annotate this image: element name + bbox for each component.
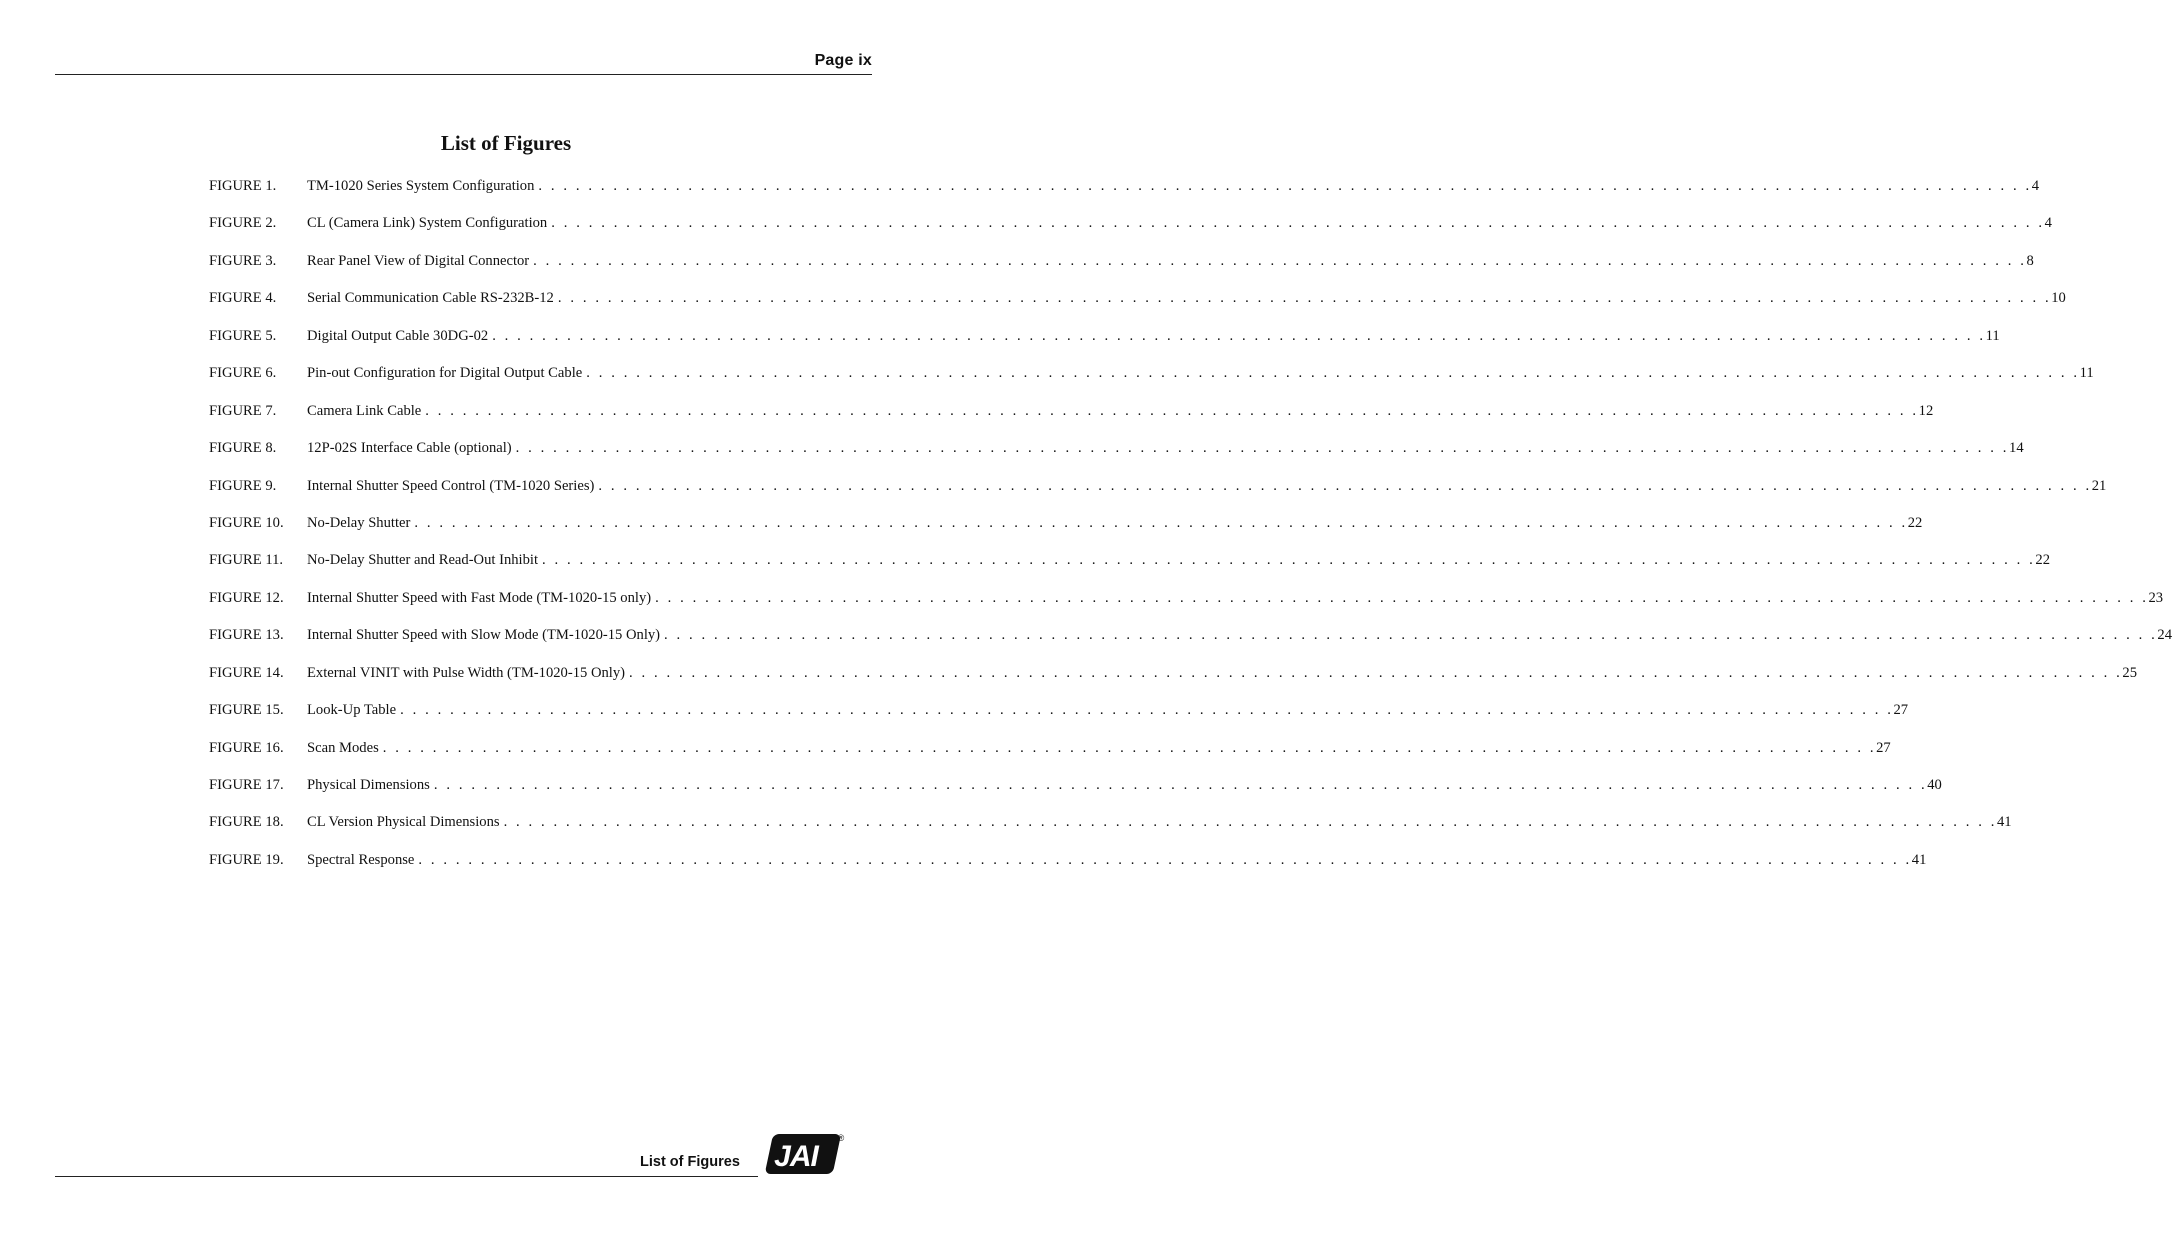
dot-leader: . . . . . . . . . . . . . . . . . . . . . . . . . . . . . . . . . . . . . . . . . . . . . . . . . . . . . . . . . . . . . . . . . . . . . . . . . . . . . . . . . . . . . . . . . . . . . . . . . . . . . . . . . . . . . . . . . . . . . . . . [664, 627, 2158, 644]
figure-title: Spectral Response [307, 851, 415, 868]
figure-title: Digital Output Cable 30DG-02 [307, 327, 489, 344]
figure-page-number: 4 [2031, 178, 2040, 194]
figure-number: FIGURE 6. [209, 365, 277, 382]
figure-page-number: 4 [2044, 215, 2052, 232]
figure-number: FIGURE 11. [209, 552, 284, 569]
figure-entry[interactable] [209, 851, 1927, 889]
dot-leader: . . . . . . . . . . . . . . . . . . . . . . . . . . . . . . . . . . . . . . . . . . . . . . . . . . . . . . . . . . . . . . . . . . . . . . . . . . . . . . . . . . . . . . . . . . . . . . . . . . . . . . . . . . . . . . . . . . . . . . . . [400, 702, 1894, 719]
figure-page-number: 21 [2091, 477, 2107, 494]
figure-title: CL (Camera Link) System Configuration [307, 215, 548, 232]
figure-number: FIGURE 1. [209, 178, 277, 194]
figure-title: External VINIT with Pulse Width (TM-1020-15 Only) [307, 664, 626, 681]
registered-mark: ® [837, 1133, 845, 1143]
figure-title: TM-1020 Series System Configuration [307, 178, 535, 194]
dot-leader: . . . . . . . . . . . . . . . . . . . . . . . . . . . . . . . . . . . . . . . . . . . . . . . . . . . . . . . . . . . . . . . . . . . . . . . . . . . . . . . . . . . . . . . . . . . . . . . . . . . . . . . . . . . . . . . . . . . . . . . . [629, 664, 2123, 681]
figure-entry[interactable] [209, 814, 2012, 851]
figure-number: FIGURE 14. [209, 664, 284, 681]
figure-title: Rear Panel View of Digital Connector [307, 252, 530, 269]
figure-title: Pin-out Configuration for Digital Output Cable [307, 365, 583, 382]
figure-entry[interactable] [209, 290, 2066, 327]
figure-page-number: 22 [1907, 514, 1923, 531]
figure-page-number: 12 [1918, 402, 1934, 419]
dot-leader: . . . . . . . . . . . . . . . . . . . . . . . . . . . . . . . . . . . . . . . . . . . . . . . . . . . . . . . . . . . . . . . . . . . . . . . . . . . . . . . . . . . . . . . . . . . . . . . . . . . . . . . . . . . . . . . . . . . . . . . . [418, 851, 1912, 868]
figure-page-number: 23 [2148, 589, 2164, 606]
dot-leader: . . . . . . . . . . . . . . . . . . . . . . . . . . . . . . . . . . . . . . . . . . . . . . . . . . . . . . . . . . . . . . . . . . . . . . . . . . . . . . . . . . . . . . . . . . . . . . . . . . . . . . . . . . . . . . . . . . . . . . . . [492, 327, 1986, 344]
figure-entry[interactable] [209, 327, 2000, 365]
figure-title: Look-Up Table [307, 702, 397, 719]
figure-page-number: 25 [2122, 664, 2137, 681]
figure-page-number: 27 [1893, 702, 1909, 719]
dot-leader: . . . . . . . . . . . . . . . . . . . . . . . . . . . . . . . . . . . . . . . . . . . . . . . . . . . . . . . . . . . . . . . . . . . . . . . . . . . . . . . . . . . . . . . . . . . . . . . . . . . . . . . . . . . . . . . . . . . . . . . . [503, 814, 1997, 831]
figure-number: FIGURE 10. [209, 514, 284, 531]
figure-entry[interactable] [209, 589, 2164, 627]
figure-title: No-Delay Shutter and Read-Out Inhibit [307, 552, 539, 569]
figure-entry[interactable] [209, 440, 2024, 477]
figure-number: FIGURE 8. [209, 440, 277, 457]
jai-logo [762, 1130, 846, 1180]
logo-text: JAI [774, 1140, 818, 1173]
figure-page-number: 41 [1996, 814, 2012, 831]
dot-leader: . . . . . . . . . . . . . . . . . . . . . . . . . . . . . . . . . . . . . . . . . . . . . . . . . . . . . . . . . . . . . . . . . . . . . . . . . . . . . . . . . . . . . . . . . . . . . . . . . . . . . . . . . . . . . . . . . . . . . . . . [414, 514, 1908, 531]
figure-page-number: 8 [2026, 252, 2034, 269]
page-title: List of Figures [440, 131, 572, 155]
figure-number: FIGURE 7. [209, 402, 277, 419]
figure-entry[interactable] [209, 215, 2052, 252]
figure-entry[interactable] [209, 402, 1934, 440]
figure-number: FIGURE 15. [209, 702, 284, 719]
dot-leader: . . . . . . . . . . . . . . . . . . . . . . . . . . . . . . . . . . . . . . . . . . . . . . . . . . . . . . . . . . . . . . . . . . . . . . . . . . . . . . . . . . . . . . . . . . . . . . . . . . . . . . . . . . . . . . . . . . . . . . . . [598, 477, 2092, 494]
figure-number: FIGURE 17. [209, 777, 284, 793]
figure-title: 12P-02S Interface Cable (optional) [307, 440, 512, 457]
dot-leader: . . . . . . . . . . . . . . . . . . . . . . . . . . . . . . . . . . . . . . . . . . . . . . . . . . . . . . . . . . . . . . . . . . . . . . . . . . . . . . . . . . . . . . . . . . . . . . . . . . . . . . . . . . . . . . . . . . . . . . . . [433, 777, 1928, 793]
figure-page-number: 22 [2035, 552, 2050, 569]
figure-entry[interactable] [209, 514, 1923, 552]
figure-number: FIGURE 19. [209, 851, 284, 868]
figure-number: FIGURE 5. [209, 327, 277, 344]
figure-page-number: 40 [1927, 777, 1942, 793]
figure-title: Serial Communication Cable RS-232B-12 [307, 290, 554, 307]
header-rule [55, 74, 872, 75]
dot-leader: . . . . . . . . . . . . . . . . . . . . . . . . . . . . . . . . . . . . . . . . . . . . . . . . . . . . . . . . . . . . . . . . . . . . . . . . . . . . . . . . . . . . . . . . . . . . . . . . . . . . . . . . . . . . . . . . . . . . . . . . [533, 252, 2027, 269]
figure-number: FIGURE 4. [209, 290, 277, 307]
figure-entry[interactable] [209, 664, 2137, 702]
dot-leader: . . . . . . . . . . . . . . . . . . . . . . . . . . . . . . . . . . . . . . . . . . . . . . . . . . . . . . . . . . . . . . . . . . . . . . . . . . . . . . . . . . . . . . . . . . . . . . . . . . . . . . . . . . . . . . . . . . . . . . . . [425, 402, 1919, 419]
figure-title: Scan Modes [307, 739, 379, 756]
dot-leader: . . . . . . . . . . . . . . . . . . . . . . . . . . . . . . . . . . . . . . . . . . . . . . . . . . . . . . . . . . . . . . . . . . . . . . . . . . . . . . . . . . . . . . . . . . . . . . . . . . . . . . . . . . . . . . . . . . . . . . . . [542, 552, 2036, 569]
figure-page-number: 11 [2079, 365, 2094, 382]
figure-title: Camera Link Cable [307, 402, 422, 419]
figure-title: Internal Shutter Speed with Slow Mode (TM-1020-15 Only) [307, 627, 661, 644]
figure-entry[interactable] [209, 477, 2107, 515]
figure-entry[interactable] [209, 739, 1891, 777]
figure-entry[interactable] [209, 365, 2094, 402]
dot-leader: . . . . . . . . . . . . . . . . . . . . . . . . . . . . . . . . . . . . . . . . . . . . . . . . . . . . . . . . . . . . . . . . . . . . . . . . . . . . . . . . . . . . . . . . . . . . . . . . . . . . . . . . . . . . . . . . . . . . . . . . [655, 589, 2149, 606]
figure-title: Physical Dimensions [307, 777, 430, 793]
figure-entry[interactable] [209, 627, 2172, 664]
figure-page-number: 41 [1911, 851, 1927, 868]
figure-entry[interactable] [209, 777, 1942, 814]
figure-title: CL Version Physical Dimensions [307, 814, 500, 831]
dot-leader: . . . . . . . . . . . . . . . . . . . . . . . . . . . . . . . . . . . . . . . . . . . . . . . . . . . . . . . . . . . . . . . . . . . . . . . . . . . . . . . . . . . . . . . . . . . . . . . . . . . . . . . . . . . . . . . . . . . . . . . . [557, 290, 2052, 307]
figure-number: FIGURE 16. [209, 739, 284, 756]
footer-section-label: List of Figures [640, 1154, 740, 1170]
page-number: Page ix [814, 52, 872, 69]
dot-leader: . . . . . . . . . . . . . . . . . . . . . . . . . . . . . . . . . . . . . . . . . . . . . . . . . . . . . . . . . . . . . . . . . . . . . . . . . . . . . . . . . . . . . . . . . . . . . . . . . . . . . . . . . . . . . . . . . . . . . . . . [586, 365, 2080, 382]
footer-rule [55, 1176, 758, 1177]
figure-number: FIGURE 13. [209, 627, 284, 644]
figure-page-number: 11 [1985, 327, 2000, 344]
figure-number: FIGURE 12. [209, 589, 284, 606]
figure-number: FIGURE 3. [209, 252, 277, 269]
figure-title: Internal Shutter Speed Control (TM-1020 Series) [307, 477, 595, 494]
figure-page-number: 27 [1876, 739, 1891, 756]
figure-entry[interactable] [209, 252, 2034, 290]
dot-leader: . . . . . . . . . . . . . . . . . . . . . . . . . . . . . . . . . . . . . . . . . . . . . . . . . . . . . . . . . . . . . . . . . . . . . . . . . . . . . . . . . . . . . . . . . . . . . . . . . . . . . . . . . . . . . . . . . . . . . . . . [382, 739, 1877, 756]
figure-title: No-Delay Shutter [307, 514, 411, 531]
figure-entry[interactable] [209, 702, 1909, 739]
figure-page-number: 24 [2157, 627, 2172, 644]
figure-number: FIGURE 2. [209, 215, 277, 232]
figure-number: FIGURE 9. [209, 477, 277, 494]
dot-leader: . . . . . . . . . . . . . . . . . . . . . . . . . . . . . . . . . . . . . . . . . . . . . . . . . . . . . . . . . . . . . . . . . . . . . . . . . . . . . . . . . . . . . . . . . . . . . . . . . . . . . . . . . . . . . . . . . . . . . . . . [551, 215, 2045, 232]
dot-leader: . . . . . . . . . . . . . . . . . . . . . . . . . . . . . . . . . . . . . . . . . . . . . . . . . . . . . . . . . . . . . . . . . . . . . . . . . . . . . . . . . . . . . . . . . . . . . . . . . . . . . . . . . . . . . . . . . . . . . . . . [515, 440, 2010, 457]
figure-list [209, 178, 2172, 889]
figure-page-number: 14 [2009, 440, 2024, 457]
dot-leader: . . . . . . . . . . . . . . . . . . . . . . . . . . . . . . . . . . . . . . . . . . . . . . . . . . . . . . . . . . . . . . . . . . . . . . . . . . . . . . . . . . . . . . . . . . . . . . . . . . . . . . . . . . . . . . . . . . . . . . . . [538, 178, 2032, 194]
figure-entry[interactable] [209, 178, 2040, 215]
figure-title: Internal Shutter Speed with Fast Mode (TM-1020-15 only) [307, 589, 652, 606]
figure-entry[interactable] [209, 552, 2050, 589]
figure-number: FIGURE 18. [209, 814, 284, 831]
figure-page-number: 10 [2051, 290, 2066, 307]
